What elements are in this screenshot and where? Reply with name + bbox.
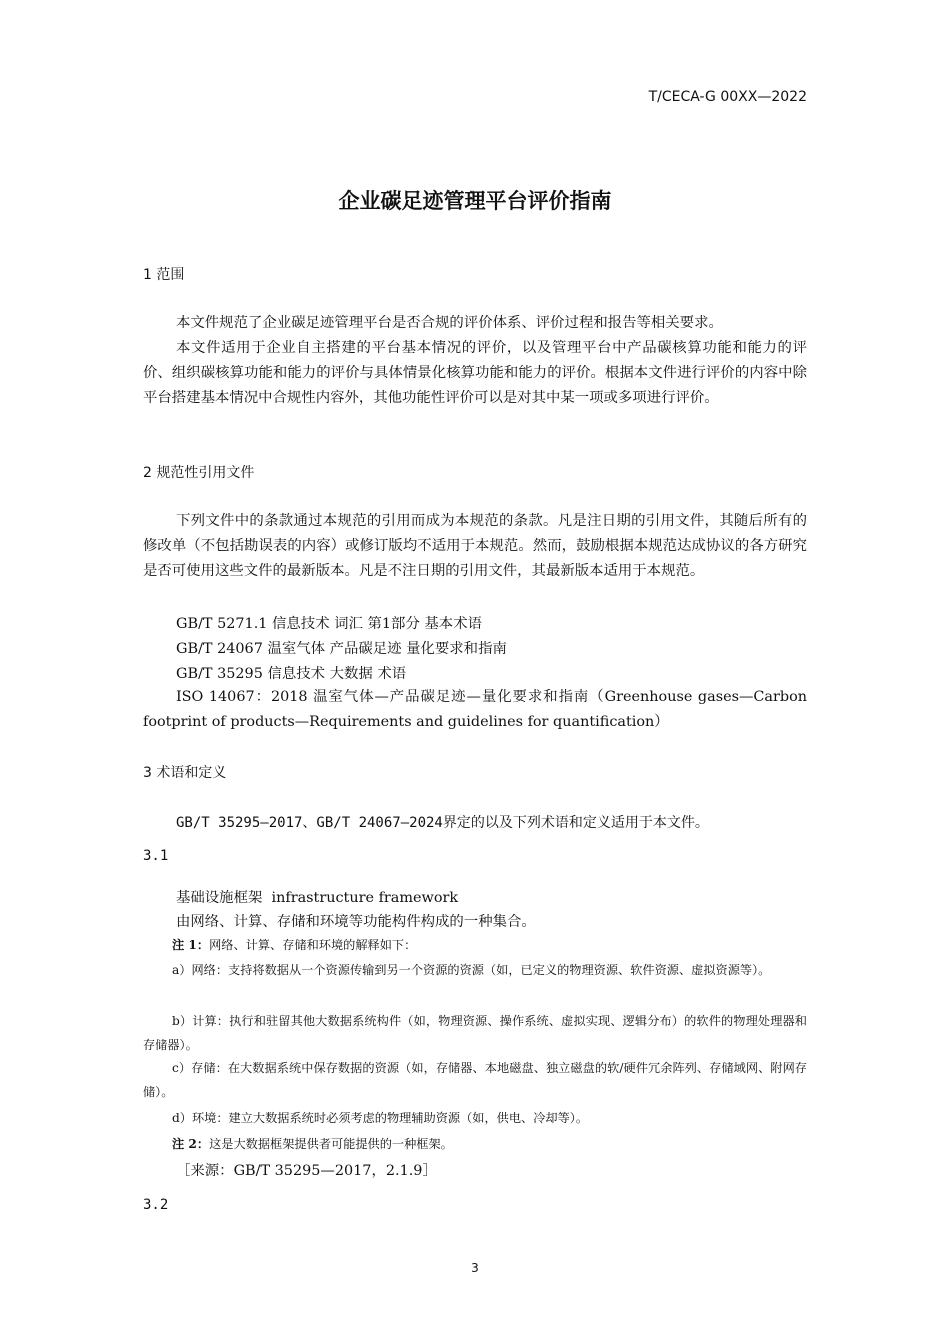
reference-item: GB/T 24067 温室气体 产品碳足迹 量化要求和指南	[176, 641, 507, 657]
term-3-1-en: infrastructure framework	[271, 890, 459, 906]
term-3-1-title	[176, 886, 458, 907]
reference-item: GB/T 35295 信息技术 大数据 术语	[176, 666, 407, 682]
section-1-heading: 1 范围	[143, 267, 185, 283]
note-2	[143, 1132, 807, 1156]
note-2-text: 这是大数据框架提供者可能提供的一种框架。	[209, 1137, 453, 1151]
note-1	[143, 933, 807, 957]
note-1-label: 注 1：	[172, 938, 210, 952]
term-3-1-source: ［来源：GB/T 35295—2017，2.1.9］	[176, 1163, 437, 1179]
note-list-item: c）存储：在大数据系统中保存数据的资源（如，存储器、本地磁盘、独立磁盘的软/硬件冗余阵列、存储域网、附网存储）。	[143, 1061, 807, 1099]
note-1-text: 网络、计算、存储和环境的解释如下：	[209, 938, 417, 952]
section-1-paragraph-1: 本文件规范了企业碳足迹管理平台是否合规的评价体系、评价过程和报告等相关要求。	[176, 315, 723, 331]
term-number-3-2: 3.2	[143, 1197, 169, 1213]
section-3-intro: GB/T 35295—2017、GB/T 24067—2024界定的以及下列术语和定义适用于本文件。	[176, 815, 709, 831]
document-title: 企业碳足迹管理平台评价指南	[338, 189, 612, 213]
note-list-item: a）网络：支持将数据从一个资源传输到另一个资源的资源（如，已定义的物理资源、软件资源、虚拟资源等）。	[172, 963, 771, 977]
page-number: 3	[471, 1261, 479, 1275]
note-2-label: 注 2：	[172, 1137, 210, 1151]
note-list-item: b）计算：执行和驻留其他大数据系统构件（如，物理资源、操作系统、虚拟实现、逻辑分布）的软件的物理处理器和存储器）。	[143, 1014, 807, 1052]
section-2-paragraph-1: 下列文件中的条款通过本规范的引用而成为本规范的条款。凡是注日期的引用文件，其随后所有的修改单（不包括勘误表的内容）或修订版均不适用于本规范。然而，鼓励根据本规范达成协议的各方研究是否可使用这些文件的最新版本。凡是不注日期的引用文件，其最新版本适用于本规范。	[143, 513, 807, 579]
note-list-item: d）环境：建立大数据系统时必须考虑的物理辅助资源（如，供电、冷却等）。	[172, 1111, 589, 1125]
document-code: T/CECA-G 00XX—2022	[648, 89, 807, 105]
section-3-heading: 3 术语和定义	[143, 765, 227, 781]
reference-item: ISO 14067：2018 温室气体—产品碳足迹—量化要求和指南（Greenhouse gases—Carbon footprint of products—Requirements and guidelines for quantification）	[143, 689, 807, 730]
section-2-heading: 2 规范性引用文件	[143, 465, 255, 481]
reference-item: GB/T 5271.1 信息技术 词汇 第1部分 基本术语	[176, 616, 482, 632]
term-3-1-definition: 由网络、计算、存储和环境等功能构件构成的一种集合。	[176, 914, 536, 930]
term-3-1-zh: 基础设施框架	[176, 890, 263, 906]
term-number-3-1: 3.1	[143, 848, 169, 864]
section-1-paragraph-2: 本文件适用于企业自主搭建的平台基本情况的评价，以及管理平台中产品碳核算功能和能力的评价、组织碳核算功能和能力的评价与具体情景化核算功能和能力的评价。根据本文件进行评价的内容中除平台搭建基本情况中合规性内容外，其他功能性评价可以是对其中某一项或多项进行评价。	[143, 340, 807, 406]
